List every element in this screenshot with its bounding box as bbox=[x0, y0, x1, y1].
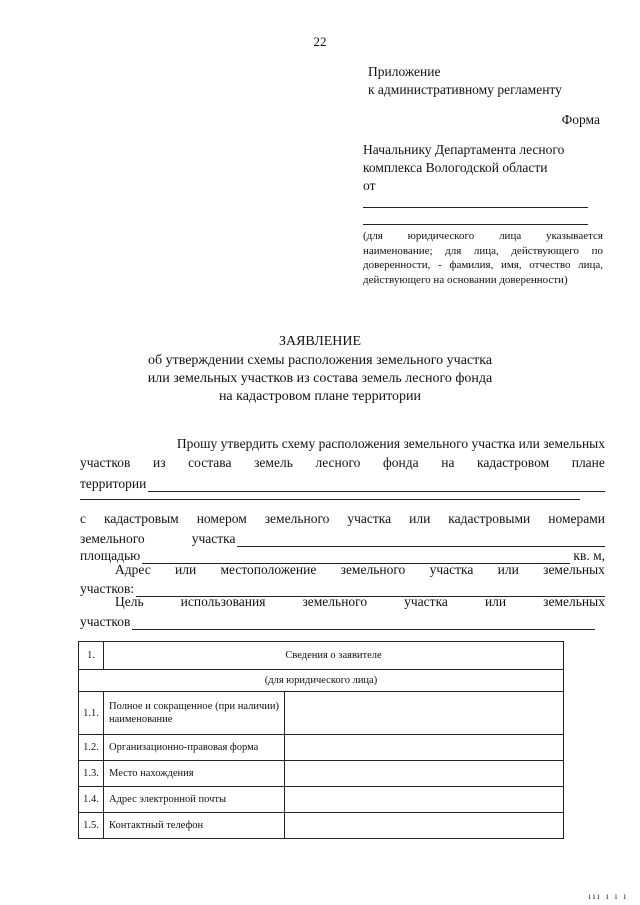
word: участка bbox=[429, 562, 474, 577]
document-subtitle-line-2: или земельных участков из состава земель лесного фонда bbox=[147, 371, 493, 386]
address-line-1 bbox=[115, 562, 605, 580]
word: или bbox=[497, 562, 519, 577]
form-label: Форма bbox=[561, 112, 600, 127]
table-header-title: Сведения о заявителе bbox=[104, 642, 564, 670]
row-value-cell[interactable] bbox=[285, 813, 564, 839]
row-value-cell[interactable] bbox=[285, 735, 564, 761]
word: земельных bbox=[543, 562, 605, 577]
word: фонда bbox=[383, 455, 419, 470]
word: кадастровыми bbox=[448, 511, 531, 526]
purpose-fill-line[interactable] bbox=[132, 616, 595, 630]
table-row bbox=[79, 813, 564, 839]
word: или bbox=[174, 562, 197, 577]
word: кадастровым bbox=[103, 511, 179, 526]
row-label: Контактный телефон bbox=[104, 813, 285, 839]
table-row bbox=[79, 692, 564, 735]
appendix-reference bbox=[368, 63, 562, 99]
territory-row bbox=[80, 474, 605, 492]
word: земельных bbox=[543, 594, 605, 609]
request-line-2 bbox=[80, 455, 605, 473]
word: кадастровом bbox=[477, 455, 550, 470]
table-header-number: 1. bbox=[79, 642, 104, 670]
addressee-line-1: Начальнику Департамента лесного bbox=[363, 142, 565, 157]
cadastral-line-1 bbox=[80, 511, 605, 529]
cadastral-row bbox=[80, 529, 605, 547]
area-label: площадью bbox=[80, 548, 141, 563]
word: участков bbox=[80, 455, 131, 470]
row-value-cell[interactable] bbox=[285, 692, 564, 735]
word: земель bbox=[254, 455, 293, 470]
row-label bbox=[104, 692, 285, 735]
area-unit: кв. м, bbox=[573, 548, 605, 563]
document-subtitle-line-3: на кадастровом плане территории bbox=[218, 389, 422, 404]
table-row bbox=[79, 735, 564, 761]
territory-label: территории bbox=[80, 476, 147, 491]
row-number: 1.3. bbox=[79, 761, 104, 787]
table-row bbox=[79, 761, 564, 787]
appendix-line-2: к административному регламенту bbox=[368, 82, 562, 97]
word: или bbox=[484, 594, 507, 609]
request-line-1: Прошу утвердить схему расположения земельного участка или земельных bbox=[176, 436, 605, 451]
addressee-line-2: комплекса Вологодской области bbox=[363, 160, 548, 175]
cadastral-number-fill-line[interactable] bbox=[237, 533, 605, 547]
word: Цель bbox=[115, 594, 144, 609]
word: с bbox=[80, 511, 86, 526]
row-number: 1.2. bbox=[79, 735, 104, 761]
addressee-fill-line-1[interactable] bbox=[363, 207, 588, 208]
addressee-note: (для юридического лица указывается наименование; для лица, действующего по доверенности, - фамилия, имя, отчество лица, действующего на основании доверенности) bbox=[363, 230, 603, 286]
word: земельного bbox=[302, 594, 368, 609]
purpose-line-1 bbox=[115, 594, 605, 612]
word: состава bbox=[188, 455, 232, 470]
row-label: Адрес электронной почты bbox=[104, 787, 285, 813]
table-subheader-row bbox=[79, 670, 564, 692]
row-number: 1.5. bbox=[79, 813, 104, 839]
cadastral-word-2: участка bbox=[191, 531, 236, 546]
territory-fill-line-2[interactable] bbox=[80, 499, 580, 500]
territory-fill-line[interactable] bbox=[148, 478, 605, 492]
table-header-row bbox=[79, 642, 564, 670]
addressee-from: от bbox=[363, 178, 376, 193]
row-label-text: Полное и сокращенное (при наличии) наименование bbox=[109, 701, 279, 725]
row-value-cell[interactable] bbox=[285, 787, 564, 813]
document-subtitle-line-1: об утверждении схемы расположения земельного участка bbox=[147, 353, 493, 368]
word: участка bbox=[404, 594, 448, 609]
applicant-info-table bbox=[78, 641, 564, 839]
table-row bbox=[79, 787, 564, 813]
addressee-fill-line-2[interactable] bbox=[363, 224, 588, 225]
word: Адрес bbox=[115, 562, 151, 577]
word: использования bbox=[180, 594, 266, 609]
word: участка bbox=[347, 511, 392, 526]
word: лесного bbox=[315, 455, 361, 470]
row-value-cell[interactable] bbox=[285, 761, 564, 787]
page-number: 22 bbox=[313, 34, 327, 49]
word: номером bbox=[196, 511, 247, 526]
word: местоположение bbox=[220, 562, 317, 577]
document-heading: ЗАЯВЛЕНИЕ bbox=[278, 334, 362, 349]
purpose-label: участков bbox=[80, 614, 131, 629]
purpose-row bbox=[80, 612, 595, 630]
word: земельного bbox=[340, 562, 406, 577]
word: из bbox=[153, 455, 166, 470]
word: земельного bbox=[264, 511, 330, 526]
row-label: Организационно-правовая форма bbox=[104, 735, 285, 761]
word: на bbox=[441, 455, 455, 470]
cadastral-word-1: земельного bbox=[80, 531, 145, 546]
addressee-block bbox=[363, 141, 603, 195]
word: плане bbox=[571, 455, 605, 470]
appendix-line-1: Приложение bbox=[368, 64, 441, 79]
row-number: 1.4. bbox=[79, 787, 104, 813]
table-subheader: (для юридического лица) bbox=[79, 670, 564, 692]
row-label: Место нахождения bbox=[104, 761, 285, 787]
word: номерами bbox=[548, 511, 605, 526]
word: или bbox=[409, 511, 431, 526]
scan-mark: ııı ı ı ı bbox=[588, 891, 628, 901]
row-number: 1.1. bbox=[79, 692, 104, 735]
address-label: участков: bbox=[80, 581, 135, 596]
